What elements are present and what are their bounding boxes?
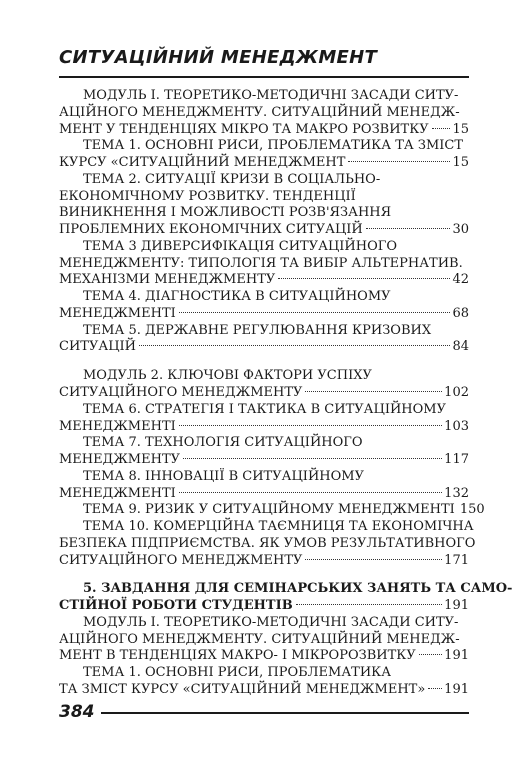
dot-leader: [305, 391, 442, 392]
toc-text: АЦІЙНОГО МЕНЕДЖМЕНТУ. СИТУАЦІЙНИЙ МЕНЕДЖ-: [59, 632, 460, 647]
dot-leader: [179, 492, 442, 493]
dot-leader: [139, 345, 450, 346]
toc-page-number: 150: [459, 502, 485, 517]
running-header: СИТУАЦІЙНИЙ МЕНЕДЖМЕНТ: [59, 47, 378, 68]
toc-text: МОДУЛЬ 2. КЛЮЧОВІ ФАКТОРИ УСПІХУ: [83, 368, 372, 383]
toc-text: ТЕМА 8. ІННОВАЦІЇ В СИТУАЦІЙНОМУ: [83, 469, 364, 484]
footer-rule: [59, 712, 469, 714]
toc-text: МЕНЕДЖМЕНТІ: [59, 486, 176, 501]
toc-text: СИТУАЦІЙНОГО МЕНЕДЖМЕНТУ: [59, 553, 303, 568]
dot-leader: [305, 559, 442, 560]
toc-page-number: 102: [444, 385, 469, 400]
toc-page-number: 191: [444, 598, 469, 613]
toc-text: ТЕМА 9. РИЗИК У СИТУАЦІЙНОМУ МЕНЕДЖМЕНТІ: [83, 502, 455, 517]
toc-page-number: 15: [452, 155, 469, 170]
dot-leader: [278, 278, 450, 279]
toc-text: ТЕМА 10. КОМЕРЦІЙНА ТАЄМНИЦЯ ТА ЕКОНОМІЧНА: [83, 519, 474, 534]
toc-text: КУРСУ «СИТУАЦІЙНИЙ МЕНЕДЖМЕНТ: [59, 155, 346, 170]
toc-entry-topic-10-line-3: [0, 551, 517, 571]
toc-page-number: 30: [452, 222, 469, 237]
dot-leader: [428, 688, 442, 689]
toc-page-number: 15: [452, 122, 469, 137]
toc-text: МЕНЕДЖМЕНТІ: [59, 306, 176, 321]
toc-text: ВИНИКНЕННЯ І МОЖЛИВОСТІ РОЗВ'ЯЗАННЯ: [59, 205, 392, 220]
toc-text: ТЕМА 5. ДЕРЖАВНЕ РЕГУЛЮВАННЯ КРИЗОВИХ: [83, 323, 432, 338]
dot-leader: [366, 228, 451, 229]
toc-text: МЕНЕДЖМЕНТУ: ТИПОЛОГІЯ ТА ВИБІР АЛЬТЕРНАТИВ.: [59, 256, 463, 271]
toc-text: МЕНТ В ТЕНДЕНЦІЯХ МАКРО- І МІКРОРОЗВИТКУ: [59, 648, 416, 663]
toc-text: АЦІЙНОГО МЕНЕДЖМЕНТУ. СИТУАЦІЙНИЙ МЕНЕДЖ-: [59, 105, 460, 120]
toc-entry-s5-topic-1-line-2: [0, 680, 517, 700]
dot-leader: [179, 425, 442, 426]
toc-text: ТЕМА 2. СИТУАЦІЇ КРИЗИ В СОЦІАЛЬНО-: [83, 172, 381, 187]
toc-text: ТА ЗМІСТ КУРСУ «СИТУАЦІЙНИЙ МЕНЕДЖМЕНТ»: [59, 682, 426, 697]
toc-text: МОДУЛЬ І. ТЕОРЕТИКО-МЕТОДИЧНІ ЗАСАДИ СИТУ-: [83, 88, 459, 103]
toc-text: БЕЗПЕКА ПІДПРИЄМСТВА. ЯК УМОВ РЕЗУЛЬТАТИВНОГО: [59, 536, 476, 551]
dot-leader: [348, 161, 450, 162]
header-rule: [59, 76, 469, 78]
toc-text: ТЕМА 6. СТРАТЕГІЯ І ТАКТИКА В СИТУАЦІЙНОМУ: [83, 402, 447, 417]
toc-page-number: 171: [444, 553, 469, 568]
toc-page-number: 103: [444, 419, 469, 434]
toc-text: МОДУЛЬ І. ТЕОРЕТИКО-МЕТОДИЧНІ ЗАСАДИ СИТУ-: [83, 615, 459, 630]
page-number: 384: [59, 698, 101, 726]
toc-text: СТІЙНОЇ РОБОТИ СТУДЕНТІВ: [59, 598, 293, 613]
toc-text: ЕКОНОМІЧНОМУ РОЗВИТКУ. ТЕНДЕНЦІЇ: [59, 189, 356, 204]
toc-row: [59, 551, 469, 571]
toc-text: СИТУАЦІЙ: [59, 339, 137, 354]
toc-text: МЕНЕДЖМЕНТУ: [59, 452, 181, 467]
toc-text: МЕНЕДЖМЕНТІ: [59, 419, 176, 434]
toc-page-number: 132: [444, 486, 469, 501]
dot-leader: [296, 604, 442, 605]
toc-text: ТЕМА 1. ОСНОВНІ РИСИ, ПРОБЛЕМАТИКА: [83, 665, 392, 680]
toc-text: ПРОБЛЕМНИХ ЕКОНОМІЧНИХ СИТУАЦІЙ: [59, 222, 363, 237]
dot-leader: [419, 654, 442, 655]
dot-leader: [179, 312, 451, 313]
dot-leader: [183, 458, 442, 459]
toc-text: ТЕМА 7. ТЕХНОЛОГІЯ СИТУАЦІЙНОГО: [83, 435, 363, 450]
toc-page-number: 84: [452, 339, 469, 354]
toc-page-number: 191: [444, 648, 469, 663]
toc-text: СИТУАЦІЙНОГО МЕНЕДЖМЕНТУ: [59, 385, 303, 400]
toc-page-number: 117: [444, 452, 469, 467]
toc-text: 5. ЗАВДАННЯ ДЛЯ СЕМІНАРСЬКИХ ЗАНЯТЬ ТА САМО-: [83, 581, 513, 596]
toc-entry-topic-5-line-2: [0, 337, 517, 357]
toc-page-number: 42: [452, 272, 469, 287]
toc-page-number: 191: [444, 682, 469, 697]
toc-text: ТЕМА 3 ДИВЕРСИФІКАЦІЯ СИТУАЦІЙНОГО: [83, 239, 398, 254]
toc-row: [59, 680, 469, 700]
toc-text: ТЕМА 4. ДІАГНОСТИКА В СИТУАЦІЙНОМУ: [83, 289, 391, 304]
toc-page-number: 68: [452, 306, 469, 321]
toc-row: [59, 337, 469, 357]
dot-leader: [432, 128, 451, 129]
toc-text: МЕНТ У ТЕНДЕНЦІЯХ МІКРО ТА МАКРО РОЗВИТКУ: [59, 122, 429, 137]
toc-text: ТЕМА 1. ОСНОВНІ РИСИ, ПРОБЛЕМАТИКА ТА ЗМІСТ: [83, 138, 464, 153]
toc-text: МЕХАНІЗМИ МЕНЕДЖМЕНТУ: [59, 272, 276, 287]
